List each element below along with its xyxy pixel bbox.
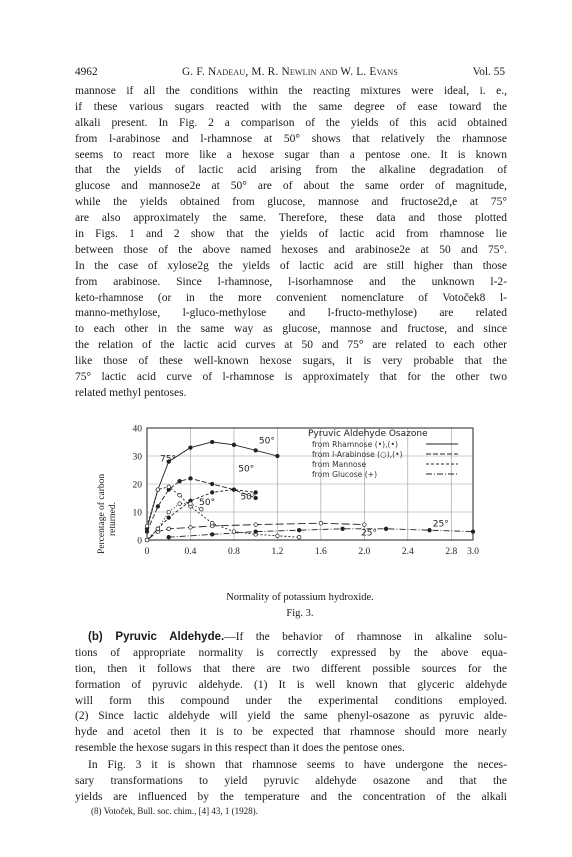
x-tick-label: 1.6 [314, 547, 327, 557]
curve-temperature-label: 75° [160, 454, 176, 465]
text-line: In the case of xylose2g the yields of lactic acid are still higher than those [75, 259, 507, 272]
data-point [189, 446, 193, 450]
text-line: glucose and mannose2e at 50° are of about the same order of magnitude, [75, 180, 507, 193]
heading-continuation: —If the behavior of rhamnose in alkaline solu- [224, 631, 507, 643]
text-line: will form this compound under the experimental conditions employed. [75, 694, 507, 707]
curve-temperature-label: 50° [238, 464, 255, 475]
data-point [232, 443, 236, 447]
data-point [156, 505, 160, 509]
curve-temperature-label: 50° [240, 492, 257, 503]
text-line: from arabinose. Since l-rhamnose, l-isorhamnose and the unknown l-2- [75, 275, 507, 288]
curve-temperature-label: 25° [361, 528, 378, 539]
text-line: while the yields obtained from glucose, mannose and fructose2d,e at 75° [75, 196, 507, 209]
text-line: from l-arabinose and l-rhamnose at 50° shows that relatively the rhamnose [75, 132, 507, 145]
text-line: like those of these well-known hexose sugars, it is very probable that the [75, 355, 507, 368]
section-heading: (b) Pyruvic Aldehyde. [88, 631, 225, 643]
y-label-line-1: Percentage of carbon [97, 473, 107, 554]
data-point [210, 482, 214, 486]
data-point [167, 510, 171, 514]
data-point [210, 521, 214, 525]
data-point [167, 485, 171, 489]
text-line: are also approximately the same. Therefore, these data and those plotted [75, 212, 507, 225]
y-tick-label: 10 [132, 508, 142, 519]
text-line: resemble the hexose sugars in this respect than it does the pentose ones. [75, 742, 405, 755]
data-point [319, 521, 323, 525]
text-line: sary transformations to yield pyruvic aldehyde osazone and that the [75, 774, 507, 787]
chart-svg [100, 418, 500, 596]
data-point [276, 534, 280, 538]
data-point [276, 454, 280, 458]
series-line [147, 504, 201, 540]
legend-entry: from Glucose (+) [312, 470, 378, 479]
text-line: if these various sugars reacted with the same degree of ease toward the [75, 100, 507, 113]
running-header [75, 66, 505, 80]
text-line: seems to react more like a hexose sugar than a pentose one. It is known [75, 148, 507, 161]
text-line [75, 630, 507, 646]
x-tick-label: 2.8 [445, 547, 458, 557]
figure-caption: Fig. 3. [286, 608, 314, 619]
x-tick-label: 0.4 [184, 547, 197, 557]
page-number: 4962 [75, 66, 98, 78]
paragraph-pyruvic-aldehyde [75, 630, 507, 757]
data-point [189, 526, 193, 530]
text-line: to each other in the same way as glucose, mannose and fructose, and since [75, 323, 507, 336]
y-tick-label: 30 [132, 452, 142, 463]
text-line: related methyl pentoses. [75, 386, 187, 399]
data-point [254, 523, 258, 527]
data-point [167, 535, 171, 539]
data-point [145, 538, 149, 542]
text-line: In Fig. 3 it is shown that rhamnose seems to have undergone the neces- [88, 759, 507, 771]
y-tick-label: 0 [137, 536, 142, 547]
data-point [145, 530, 149, 534]
header-volume: Vol. 55 [472, 66, 505, 78]
data-point [232, 488, 236, 492]
footnote-8: (8) Votoček, Bull. soc. chim., [4] 43, 1 (1928). [91, 806, 258, 816]
paragraph-fig3-discussion [75, 758, 507, 806]
curve-temperature-label: 50° [258, 436, 275, 447]
y-tick-label: 40 [132, 424, 142, 435]
text-line: alkali present. In Fig. 2 a comparison of the yields of this acid obtained [75, 116, 507, 129]
text-line: hyde and acetol then it is to be expected that rhamnose should more nearly [75, 726, 507, 739]
data-point [297, 535, 301, 539]
x-tick-label: 0 [144, 547, 150, 557]
text-line: manno-methylose, l-gluco-methylose and l-fructo-methylose) are related [75, 307, 507, 320]
data-point [297, 528, 301, 532]
data-point [471, 530, 475, 534]
text-line: keto-rhamnose (or in the more convenient nomenclature of Votoček8 l- [75, 291, 507, 304]
paragraph-lactic-acid [75, 84, 507, 402]
data-point [189, 502, 193, 506]
y-tick-label: 20 [132, 480, 142, 491]
x-tick-label: 1.2 [271, 547, 284, 557]
data-point [254, 530, 258, 534]
curve-temperature-label: 50° [199, 498, 216, 508]
data-point [145, 524, 149, 528]
x-tick-label: 0.8 [227, 547, 240, 557]
text-line: that the yields of lactic acid arising from the alkaline degradation of [75, 164, 507, 177]
text-line: 75° lactic acid curve of l-rhamnose is approximately that for the other two [75, 371, 507, 384]
data-point [156, 527, 160, 531]
data-point [178, 479, 182, 483]
data-point [156, 488, 160, 492]
text-line: mannose if all the conditions within the reacting mixtures were ideal, i. e., [75, 85, 507, 97]
data-point [210, 533, 214, 537]
legend-entry: from Rhamnose (•),(•) [312, 440, 398, 449]
data-point [178, 502, 182, 506]
legend-entry: from l-Arabinose (○),(•) [312, 450, 403, 459]
text-line: between those of the above named hexoses and arabinose2e at 50 and 75°. [75, 243, 507, 256]
text-line: in Figs. 1 and 2 show that the yields of lactic acid from rhamnose lie [75, 228, 507, 241]
curve-temperature-label: 25° [432, 519, 449, 530]
text-line: tions of appropriate normality is correctly expressed by the above equa- [75, 646, 507, 659]
legend-title: Pyruvic Aldehyde Osazone [308, 429, 428, 439]
data-point [363, 523, 367, 527]
legend-entry: from Mannose [312, 460, 367, 469]
data-point [178, 493, 182, 497]
data-point [210, 440, 214, 444]
header-authors: G. F. Nadeau, M. R. Newlin and W. L. Evans [181, 66, 399, 78]
text-line: the relation of the lactic acid curves at 50 and 75° are related to each other [75, 339, 507, 352]
data-point [210, 491, 214, 495]
x-axis-label: Normality of potassium hydroxide. [226, 592, 374, 603]
data-point [189, 477, 193, 481]
data-point [428, 528, 432, 532]
x-tick-label: 2.0 [358, 547, 371, 557]
text-line: tion, then it follows that there are two different possible sources for the [75, 662, 507, 675]
data-point [167, 516, 171, 520]
text-line: formation of pyruvic aldehyde. (1) It is well known that glyceric aldehyde [75, 678, 507, 691]
figure-3-chart [100, 418, 500, 596]
y-label-line-2: returned. [108, 501, 118, 536]
x-tick-label: 3.0 [467, 547, 479, 557]
x-tick-label: 2.4 [401, 547, 414, 557]
data-point [341, 527, 345, 531]
data-point [384, 527, 388, 531]
data-point [254, 449, 258, 453]
text-line: yields are influenced by the temperature and the concentration of the alkali [75, 790, 507, 803]
text-line: (2) Since lactic aldehyde will yield the same phenyl-osazone as pyruvic alde- [75, 710, 507, 723]
data-point [167, 527, 171, 531]
